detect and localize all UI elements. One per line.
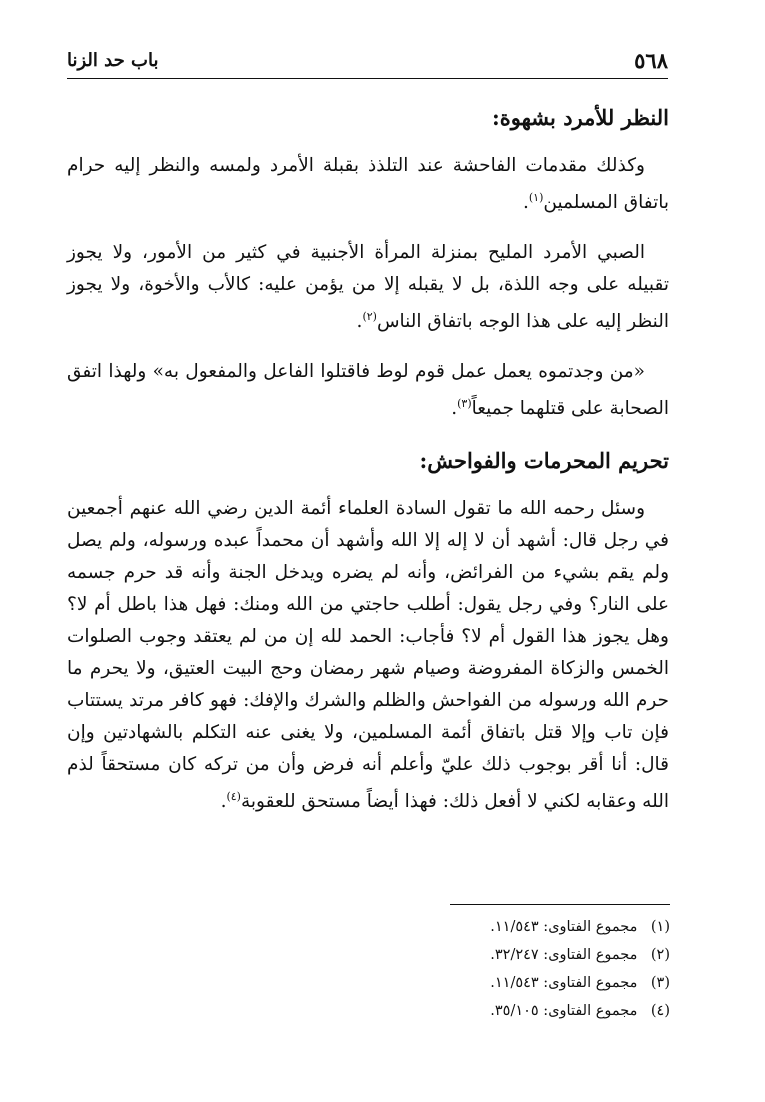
paragraph-text: الصبي الأمرد المليح بمنزلة المرأة الأجنبية في كثير من الأمور، ولا يجوز تقبيله على وجه اللذة، بل لا يقبله إلا من يؤمن عليه: كالأب والأخوة، ولا يجوز النظر إليه على هذا الوجه باتفاق الناس [67,242,669,333]
footnote-ref: (٤) [226,790,241,804]
footnote-text: مجموع الفتاوى: ١١/٥٤٣. [490,919,638,935]
paragraph [67,356,669,425]
footnote-ref: (٣) [457,397,472,411]
chapter-title: باب حد الزنا [67,50,159,71]
footnote-number: (٤) [650,1003,670,1019]
section-heading-prohibitions: تحريم المحرمات والفواحش: [419,448,669,474]
footnote [450,941,670,969]
paragraph [67,150,669,219]
footnote-number: (٢) [650,947,670,963]
footnote-number: (١) [650,919,670,935]
footnote [450,997,670,1025]
paragraph-text: وسئل رحمه الله ما تقول السادة العلماء أئمة الدين رضي الله عنهم أجمعين في رجل قال: أشهد أن لا إله إلا الله وأشهد أن محمداً عبده ورسوله، ولم يصل ولم يقم بشيء من الفرائض، وأنه لم يضره ويدخل الجنة وأنه قد حرم جسمه على النار؟ وفي رجل يقول: أطلب حاجتي من الله ومنك: فهل هذا باطل أم لا؟ وهل يجوز هذا القول أم لا؟ فأجاب: الحمد لله إن من لم يعتقد وجوب الصلوات الخمس والزكاة المفروضة وصيام شهر رمضان وحج البيت العتيق، ولا يحرم ما حرم الله ورسوله من الفواحش والظلم والشرك والإفك: فهو كافر مرتد يستتاب فإن تاب وإلا قتل باتفاق أئمة المسلمين، ولا يغنى عنه التكلم بالشهادتين وإن قال: أنا أقر بوجوب ذلك عليّ وأعلم أنه فرض وأن من تركه كان مستحقاً لذم الله وعقابه لكني لا أفعل ذلك: فهذا أيضاً مستحق للعقوبة [67,498,669,813]
running-header [67,44,668,79]
footnote-text: مجموع الفتاوى: ١١/٥٤٣. [490,975,638,991]
footnote [450,913,670,941]
footnote-text: مجموع الفتاوى: ٣٥/١٠٥. [490,1003,638,1019]
footnote-number: (٣) [650,975,670,991]
footnote [450,969,670,997]
paragraph-end: . [451,398,458,420]
paragraph-end: . [220,791,227,813]
paragraph [67,493,669,818]
page-number: ٥٦٨ [634,48,668,73]
section-heading-gaze: النظر للأمرد بشهوة: [492,105,669,130]
footnote-ref: (١) [528,191,544,204]
footnote-text: مجموع الفتاوى: ٣٢/٢٤٧. [490,947,638,963]
paragraph-end: . [356,311,363,333]
paragraph-text: وكذلك مقدمات الفاحشة عند التلذذ بقبلة الأمرد ولمسه والنظر إليه حرام باتفاق المسلمين [67,155,669,214]
paragraph-text: «من وجدتموه يعمل عمل قوم لوط فاقتلوا الفاعل والمفعول به» ولهذا اتفق الصحابة على قتلهما جميعاً [67,361,669,420]
main-text [67,100,669,837]
footnotes [450,904,670,1025]
footnote-ref: (٢) [362,310,377,324]
paragraph [67,237,669,338]
footnote-divider [450,904,670,905]
paragraph-end: . [522,192,529,214]
